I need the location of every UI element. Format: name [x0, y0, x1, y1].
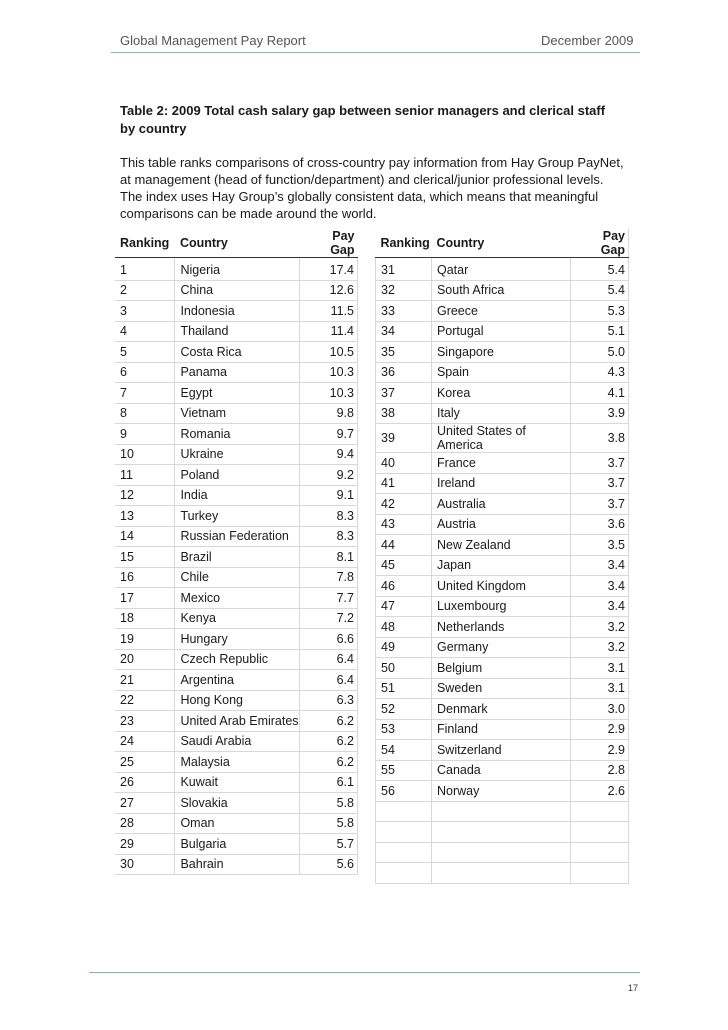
pay-gap-cell: 6.4	[300, 670, 358, 691]
table-row	[376, 637, 629, 658]
rank-cell: 46	[376, 576, 432, 597]
column-header-ranking: Ranking	[376, 229, 432, 258]
country-cell: Bahrain	[175, 854, 300, 875]
pay-gap-cell: 7.7	[300, 588, 358, 609]
country-cell: Russian Federation	[175, 526, 300, 547]
country-cell: Argentina	[175, 670, 300, 691]
rank-cell: 50	[376, 658, 432, 679]
rank-cell: 43	[376, 514, 432, 535]
header-divider	[111, 52, 640, 53]
pay-gap-cell: 9.4	[300, 444, 358, 465]
country-cell: Slovakia	[175, 793, 300, 814]
table-row	[376, 658, 629, 679]
pay-gap-cell: 6.6	[300, 629, 358, 650]
rank-cell: 37	[376, 383, 432, 404]
pay-gap-cell: 3.4	[571, 596, 629, 617]
country-cell: Korea	[431, 383, 570, 404]
pay-gap-cell: 2.9	[571, 719, 629, 740]
rank-cell: 2	[115, 280, 175, 301]
pay-gap-cell: 5.4	[571, 280, 629, 301]
intro-paragraph: This table ranks comparisons of cross-country pay information from Hay Group PayNet, at management (head of function/department) and clerical/junior professional levels. The index uses Hay Group’s globally consistent data, which means that meaningful comparisons can be made around the world.	[120, 155, 624, 221]
table-row	[376, 473, 629, 494]
pay-gap-cell: 3.7	[571, 494, 629, 515]
country-cell: Turkey	[175, 506, 300, 527]
rank-cell: 1	[115, 258, 175, 281]
rank-cell: 8	[115, 403, 175, 424]
country-cell: Netherlands	[431, 617, 570, 638]
pay-gap-cell: 9.2	[300, 465, 358, 486]
empty-cell	[571, 842, 629, 863]
table-row	[376, 424, 629, 453]
country-cell: Ireland	[431, 473, 570, 494]
country-cell: Australia	[431, 494, 570, 515]
table-row	[376, 596, 629, 617]
table-caption: Table 2: 2009 Total cash salary gap between senior managers and clerical staff by country	[120, 103, 606, 136]
pay-gap-cell: 5.0	[571, 342, 629, 363]
country-cell: United States of America	[431, 424, 570, 453]
table-row	[115, 258, 358, 281]
pay-gap-cell: 3.0	[571, 699, 629, 720]
rank-cell: 19	[115, 629, 175, 650]
pay-gap-cell: 6.2	[300, 752, 358, 773]
rank-cell: 31	[376, 258, 432, 281]
pay-gap-cell: 4.1	[571, 383, 629, 404]
country-cell: United Kingdom	[431, 576, 570, 597]
header-title: Global Management Pay Report	[120, 33, 306, 48]
country-cell: Romania	[175, 424, 300, 445]
pay-gap-cell: 3.9	[571, 403, 629, 424]
table-row	[115, 690, 358, 711]
pay-gap-cell: 5.4	[571, 258, 629, 281]
country-cell: Singapore	[431, 342, 570, 363]
rank-cell: 18	[115, 608, 175, 629]
table-row	[376, 699, 629, 720]
table-row	[115, 342, 358, 363]
rank-cell: 28	[115, 813, 175, 834]
country-cell: Bulgaria	[175, 834, 300, 855]
empty-cell	[571, 801, 629, 822]
rank-cell: 30	[115, 854, 175, 875]
country-cell: Denmark	[431, 699, 570, 720]
pay-gap-cell: 2.9	[571, 740, 629, 761]
country-cell: Indonesia	[175, 301, 300, 322]
country-cell: New Zealand	[431, 535, 570, 556]
rank-cell: 39	[376, 424, 432, 453]
table-row	[115, 321, 358, 342]
country-cell: Greece	[431, 301, 570, 322]
table-row	[376, 678, 629, 699]
country-cell: Malaysia	[175, 752, 300, 773]
table-row	[376, 555, 629, 576]
table-row	[115, 629, 358, 650]
country-cell: Panama	[175, 362, 300, 383]
country-cell: Norway	[431, 781, 570, 802]
pay-gap-cell: 10.3	[300, 362, 358, 383]
table-row	[376, 362, 629, 383]
pay-gap-cell: 3.5	[571, 535, 629, 556]
pay-gap-cell: 3.7	[571, 473, 629, 494]
ranking-table-left	[115, 229, 358, 875]
header-date: December 2009	[541, 33, 634, 48]
table-row	[376, 403, 629, 424]
country-cell: Egypt	[175, 383, 300, 404]
country-cell: Switzerland	[431, 740, 570, 761]
table-row	[115, 813, 358, 834]
table-row	[115, 731, 358, 752]
table-row	[376, 781, 629, 802]
rank-cell: 9	[115, 424, 175, 445]
country-cell: Canada	[431, 760, 570, 781]
footer-divider	[89, 972, 640, 973]
rank-cell: 55	[376, 760, 432, 781]
country-cell: Saudi Arabia	[175, 731, 300, 752]
rank-cell: 35	[376, 342, 432, 363]
country-cell: China	[175, 280, 300, 301]
table-row	[115, 752, 358, 773]
table-row	[115, 670, 358, 691]
table-row	[115, 567, 358, 588]
table-row	[115, 280, 358, 301]
column-header-ranking: Ranking	[115, 229, 175, 258]
pay-gap-cell: 12.6	[300, 280, 358, 301]
rank-cell: 49	[376, 637, 432, 658]
pay-gap-cell: 6.4	[300, 649, 358, 670]
country-cell: Kuwait	[175, 772, 300, 793]
table-row	[115, 465, 358, 486]
empty-row	[376, 842, 629, 863]
table-row	[376, 617, 629, 638]
rank-cell: 42	[376, 494, 432, 515]
rank-cell: 22	[115, 690, 175, 711]
table-row	[115, 424, 358, 445]
table-header-row	[115, 229, 358, 258]
country-cell: Spain	[431, 362, 570, 383]
pay-gap-cell: 8.3	[300, 526, 358, 547]
table-row	[115, 547, 358, 568]
empty-cell	[571, 863, 629, 884]
table-row	[115, 485, 358, 506]
column-header-country: Country	[175, 229, 300, 258]
page-number: 17	[628, 983, 639, 993]
table-row	[115, 772, 358, 793]
rank-cell: 51	[376, 678, 432, 699]
country-cell: United Arab Emirates	[175, 711, 300, 732]
column-header-pay-gap: Pay Gap	[300, 229, 358, 258]
pay-gap-cell: 3.7	[571, 453, 629, 474]
rank-cell: 41	[376, 473, 432, 494]
rank-cell: 23	[115, 711, 175, 732]
pay-gap-cell: 6.3	[300, 690, 358, 711]
pay-gap-cell: 5.3	[571, 301, 629, 322]
country-cell: Nigeria	[175, 258, 300, 281]
pay-gap-cell: 11.5	[300, 301, 358, 322]
rank-cell: 11	[115, 465, 175, 486]
table-row	[376, 719, 629, 740]
pay-gap-cell: 17.4	[300, 258, 358, 281]
rank-cell: 15	[115, 547, 175, 568]
table-row	[376, 494, 629, 515]
rank-cell: 5	[115, 342, 175, 363]
rank-cell: 4	[115, 321, 175, 342]
pay-gap-cell: 3.2	[571, 637, 629, 658]
rank-cell: 6	[115, 362, 175, 383]
table-body-right	[376, 258, 629, 884]
country-cell: Sweden	[431, 678, 570, 699]
empty-row	[376, 863, 629, 884]
rank-cell: 7	[115, 383, 175, 404]
pay-gap-cell: 5.1	[571, 321, 629, 342]
country-cell: Chile	[175, 567, 300, 588]
empty-row	[376, 822, 629, 843]
country-cell: Thailand	[175, 321, 300, 342]
pay-gap-cell: 8.1	[300, 547, 358, 568]
country-cell: Costa Rica	[175, 342, 300, 363]
table-header-row	[376, 229, 629, 258]
pay-gap-cell: 9.7	[300, 424, 358, 445]
table-row	[376, 383, 629, 404]
empty-cell	[431, 863, 570, 884]
country-cell: Vietnam	[175, 403, 300, 424]
country-cell: Hungary	[175, 629, 300, 650]
rank-cell: 3	[115, 301, 175, 322]
country-cell: Poland	[175, 465, 300, 486]
country-cell: Qatar	[431, 258, 570, 281]
rank-cell: 40	[376, 453, 432, 474]
country-cell: South Africa	[431, 280, 570, 301]
rank-cell: 44	[376, 535, 432, 556]
rank-cell: 14	[115, 526, 175, 547]
pay-gap-cell: 6.2	[300, 711, 358, 732]
pay-gap-cell: 7.2	[300, 608, 358, 629]
country-cell: Finland	[431, 719, 570, 740]
table-row	[376, 535, 629, 556]
table-row	[115, 444, 358, 465]
table-row	[115, 301, 358, 322]
pay-gap-cell: 9.1	[300, 485, 358, 506]
rank-cell: 36	[376, 362, 432, 383]
table-row	[376, 280, 629, 301]
table-row	[376, 576, 629, 597]
table-row	[115, 793, 358, 814]
country-cell: Italy	[431, 403, 570, 424]
country-cell: Japan	[431, 555, 570, 576]
table-row	[115, 608, 358, 629]
pay-gap-cell: 3.4	[571, 576, 629, 597]
rank-cell: 52	[376, 699, 432, 720]
table-row	[376, 321, 629, 342]
rank-cell: 17	[115, 588, 175, 609]
rank-cell: 13	[115, 506, 175, 527]
empty-cell	[376, 822, 432, 843]
table-row	[115, 854, 358, 875]
table-row	[376, 301, 629, 322]
rank-cell: 47	[376, 596, 432, 617]
empty-cell	[571, 822, 629, 843]
pay-gap-cell: 2.8	[571, 760, 629, 781]
country-cell: Ukraine	[175, 444, 300, 465]
empty-cell	[376, 863, 432, 884]
country-cell: Austria	[431, 514, 570, 535]
country-cell: Oman	[175, 813, 300, 834]
rank-cell: 38	[376, 403, 432, 424]
table-row	[115, 526, 358, 547]
table-row	[115, 383, 358, 404]
rank-cell: 56	[376, 781, 432, 802]
table-row	[115, 403, 358, 424]
pay-gap-cell: 2.6	[571, 781, 629, 802]
pay-gap-cell: 3.4	[571, 555, 629, 576]
pay-gap-cell: 5.8	[300, 813, 358, 834]
pay-gap-cell: 10.3	[300, 383, 358, 404]
pay-gap-cell: 11.4	[300, 321, 358, 342]
country-cell: Hong Kong	[175, 690, 300, 711]
pay-gap-cell: 5.7	[300, 834, 358, 855]
table-row	[115, 362, 358, 383]
table-row	[376, 342, 629, 363]
country-cell: France	[431, 453, 570, 474]
rank-cell: 20	[115, 649, 175, 670]
pay-gap-cell: 9.8	[300, 403, 358, 424]
country-cell: Mexico	[175, 588, 300, 609]
pay-gap-cell: 8.3	[300, 506, 358, 527]
country-cell: Belgium	[431, 658, 570, 679]
table-row	[376, 453, 629, 474]
rank-cell: 10	[115, 444, 175, 465]
rank-cell: 53	[376, 719, 432, 740]
rank-cell: 48	[376, 617, 432, 638]
empty-cell	[431, 801, 570, 822]
pay-gap-cell: 6.2	[300, 731, 358, 752]
rank-cell: 26	[115, 772, 175, 793]
empty-row	[376, 801, 629, 822]
table-row	[115, 711, 358, 732]
empty-cell	[376, 842, 432, 863]
pay-gap-cell: 5.6	[300, 854, 358, 875]
rank-cell: 34	[376, 321, 432, 342]
table-row	[376, 760, 629, 781]
empty-cell	[376, 801, 432, 822]
rank-cell: 12	[115, 485, 175, 506]
country-cell: Portugal	[431, 321, 570, 342]
country-cell: Luxembourg	[431, 596, 570, 617]
rank-cell: 32	[376, 280, 432, 301]
country-cell: India	[175, 485, 300, 506]
table-row	[115, 506, 358, 527]
pay-gap-cell: 3.6	[571, 514, 629, 535]
pay-gap-cell: 6.1	[300, 772, 358, 793]
ranking-table-right	[375, 229, 629, 884]
pay-gap-cell: 4.3	[571, 362, 629, 383]
column-header-pay-gap: Pay Gap	[571, 229, 629, 258]
country-cell: Germany	[431, 637, 570, 658]
table-body-left	[115, 258, 358, 875]
pay-gap-cell: 3.8	[571, 424, 629, 453]
rank-cell: 25	[115, 752, 175, 773]
table-row	[376, 740, 629, 761]
rank-cell: 24	[115, 731, 175, 752]
country-cell: Czech Republic	[175, 649, 300, 670]
rank-cell: 33	[376, 301, 432, 322]
pay-gap-cell: 5.8	[300, 793, 358, 814]
table-row	[376, 258, 629, 281]
rank-cell: 16	[115, 567, 175, 588]
table-row	[115, 834, 358, 855]
table-row	[115, 588, 358, 609]
table-row	[376, 514, 629, 535]
empty-cell	[431, 822, 570, 843]
rank-cell: 29	[115, 834, 175, 855]
pay-gap-cell: 3.1	[571, 678, 629, 699]
rank-cell: 21	[115, 670, 175, 691]
column-header-country: Country	[431, 229, 570, 258]
pay-gap-cell: 3.1	[571, 658, 629, 679]
pay-gap-cell: 3.2	[571, 617, 629, 638]
pay-gap-cell: 7.8	[300, 567, 358, 588]
rank-cell: 27	[115, 793, 175, 814]
country-cell: Kenya	[175, 608, 300, 629]
rank-cell: 45	[376, 555, 432, 576]
rank-cell: 54	[376, 740, 432, 761]
pay-gap-cell: 10.5	[300, 342, 358, 363]
table-row	[115, 649, 358, 670]
country-cell: Brazil	[175, 547, 300, 568]
empty-cell	[431, 842, 570, 863]
